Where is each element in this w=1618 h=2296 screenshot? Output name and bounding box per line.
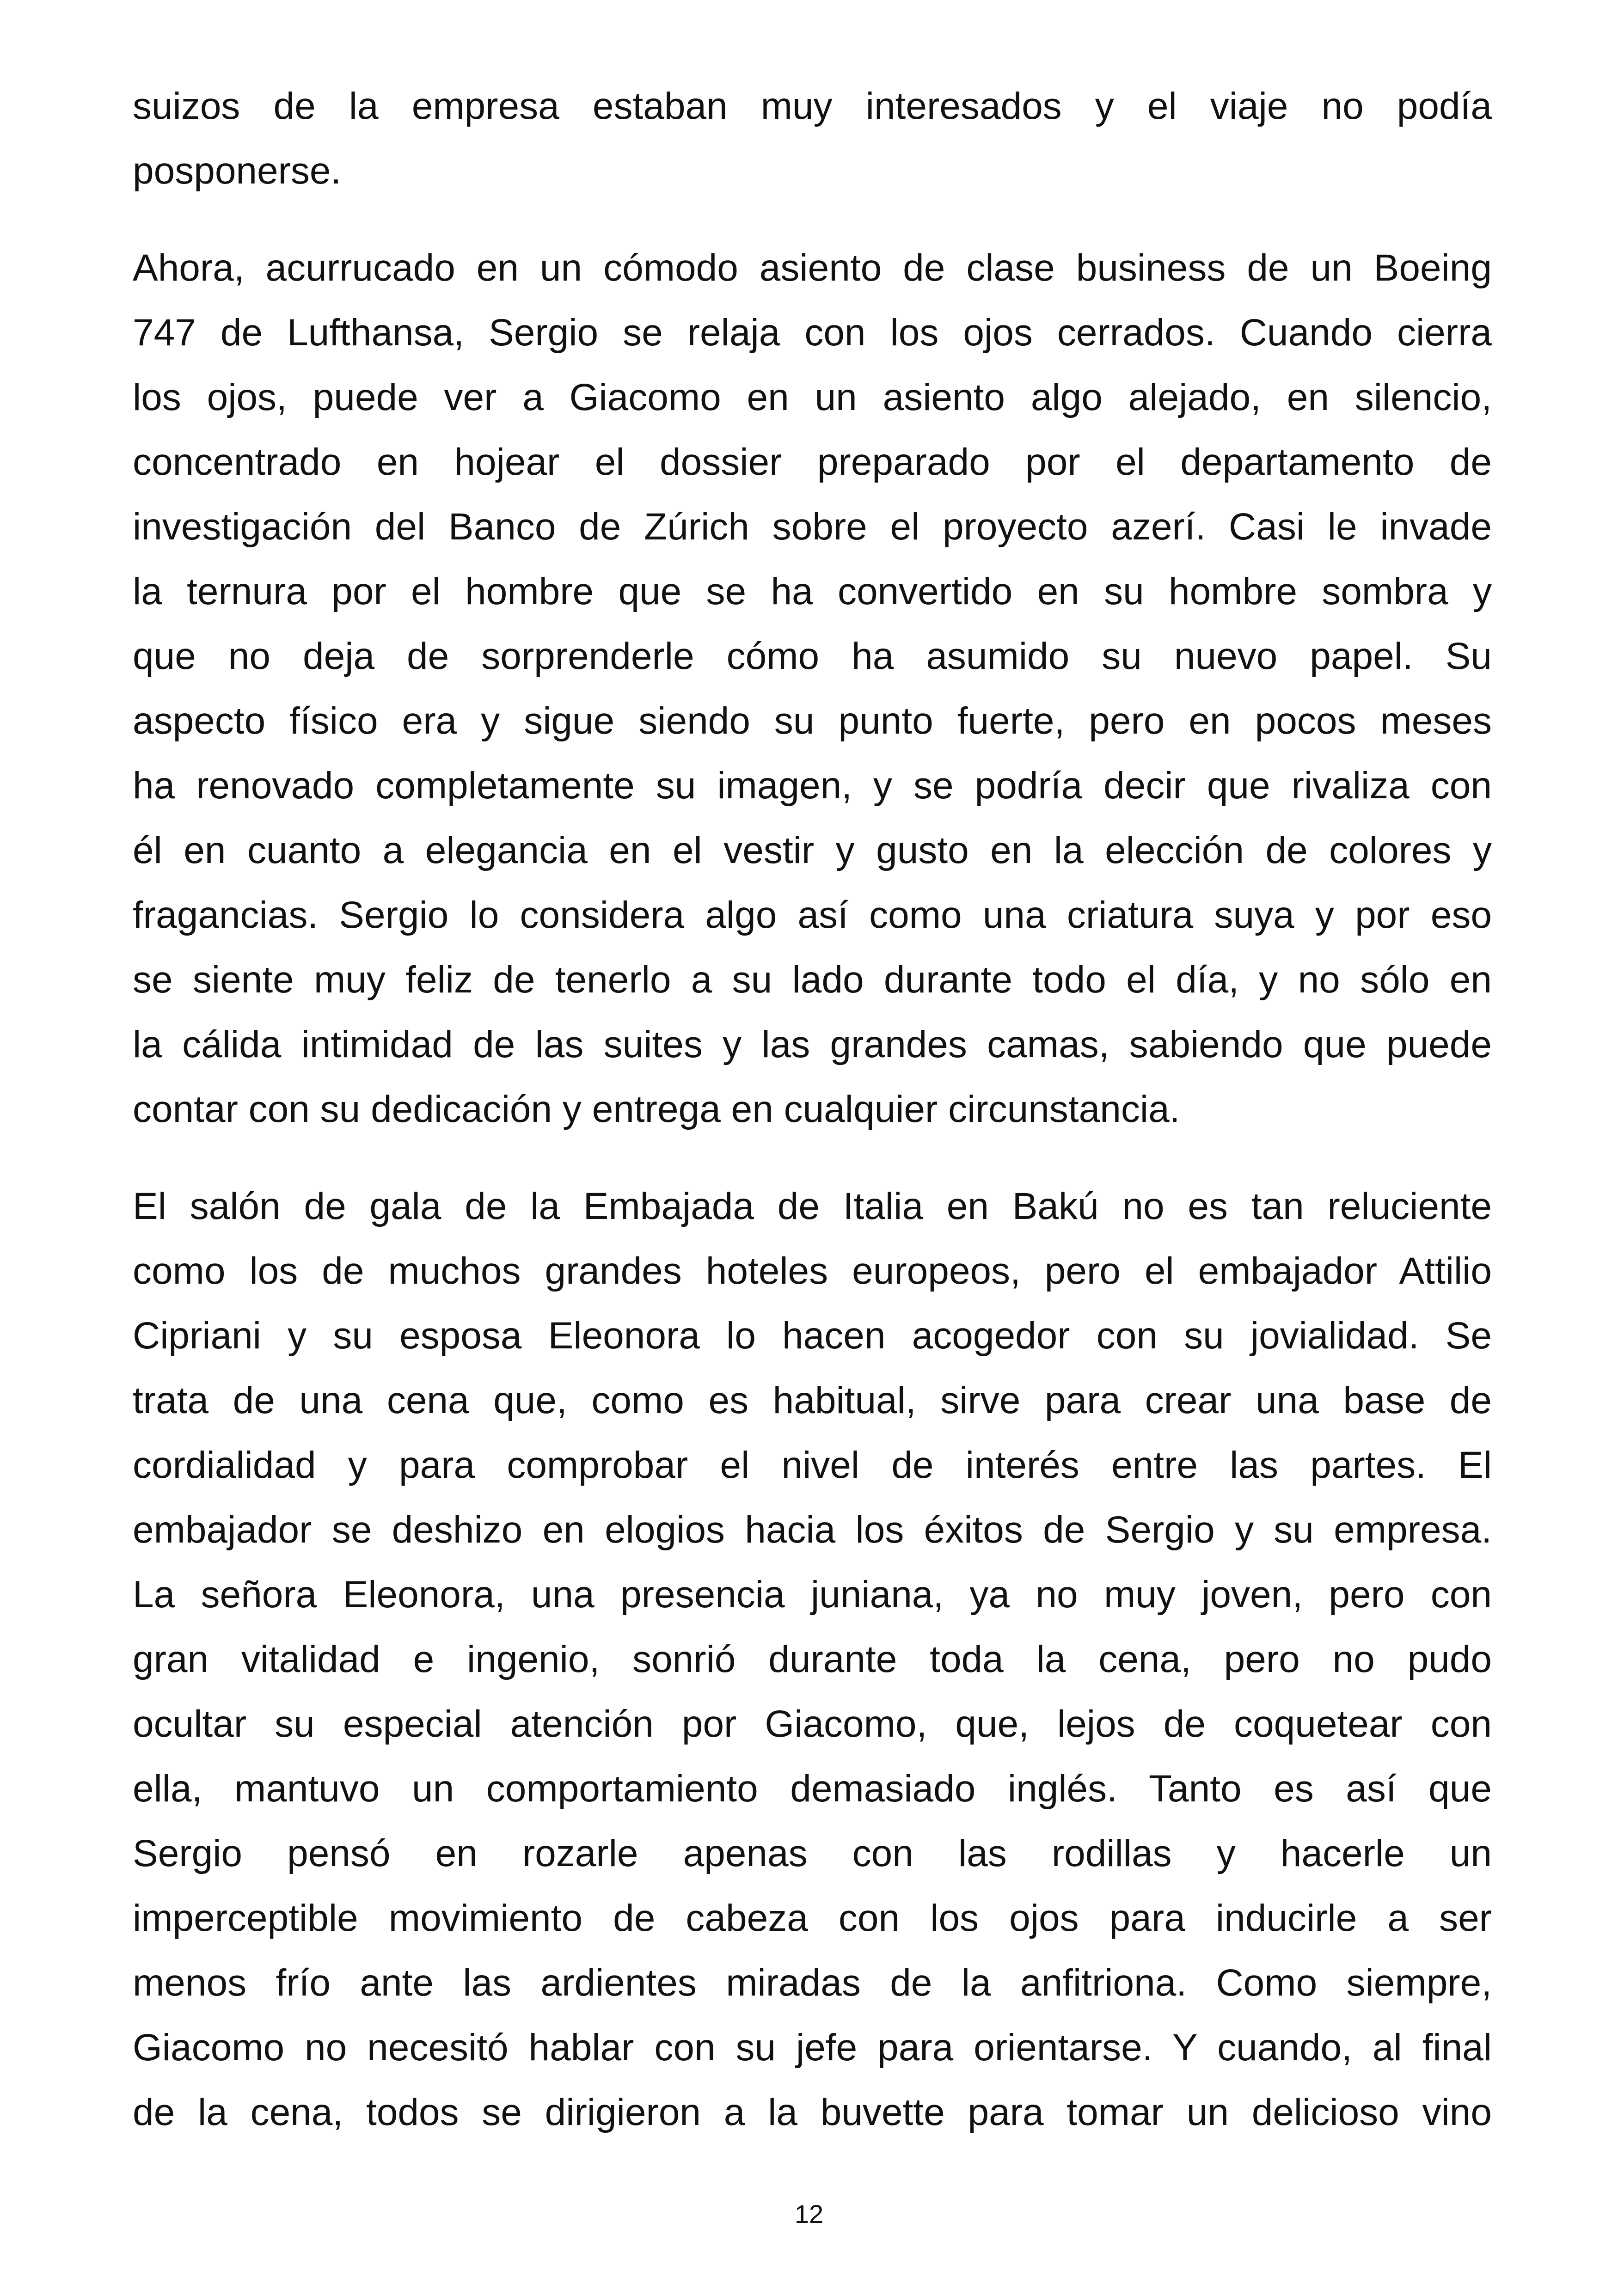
text-line: cordialidad y para comprobar el nivel de interés entre las partes. El: [133, 1444, 1492, 1486]
text-line: que no deja de sorprenderle cómo ha asumido su nuevo papel. Su: [133, 635, 1492, 677]
text-line: gran vitalidad e ingenio, sonrió durante toda la cena, pero no pudo: [133, 1638, 1492, 1680]
text-line: posponerse.: [133, 150, 342, 192]
text-line: la ternura por el hombre que se ha convertido en su hombre sombra y: [133, 570, 1492, 612]
text-line: menos frío ante las ardientes miradas de la anfitriona. Como siempre,: [133, 1962, 1492, 2004]
paragraph-1: [133, 74, 1492, 203]
paragraph-2: [133, 236, 1492, 1142]
text-line: aspecto físico era y sigue siendo su punto fuerte, pero en pocos meses: [133, 700, 1492, 742]
text-line: suizos de la empresa estaban muy interesados y el viaje no podía: [133, 85, 1492, 127]
text-line: La señora Eleonora, una presencia juniana, ya no muy joven, pero con: [133, 1574, 1492, 1616]
text-line: 747 de Lufthansa, Sergio se relaja con los ojos cerrados. Cuando cierra: [133, 312, 1492, 354]
body-text: [133, 74, 1492, 2145]
text-line: ocultar su especial atención por Giacomo, que, lejos de coquetear con: [133, 1703, 1492, 1745]
text-line: como los de muchos grandes hoteles europeos, pero el embajador Attilio: [133, 1250, 1492, 1292]
text-line: imperceptible movimiento de cabeza con los ojos para inducirle a ser: [133, 1897, 1492, 1939]
text-line: de la cena, todos se dirigieron a la buvette para tomar un delicioso vino: [133, 2091, 1492, 2133]
text-line: embajador se deshizo en elogios hacia los éxitos de Sergio y su empresa.: [133, 1509, 1492, 1551]
paragraph-3: [133, 1174, 1492, 2145]
text-line: se siente muy feliz de tenerlo a su lado durante todo el día, y no sólo en: [133, 959, 1492, 1001]
text-line: Ahora, acurrucado en un cómodo asiento de clase business de un Boeing: [133, 247, 1492, 289]
text-line: investigación del Banco de Zúrich sobre el proyecto azerí. Casi le invade: [133, 506, 1492, 548]
text-line: concentrado en hojear el dossier preparado por el departamento de: [133, 441, 1492, 483]
text-line: ella, mantuvo un comportamiento demasiado inglés. Tanto es así que: [133, 1768, 1492, 1810]
text-line: contar con su dedicación y entrega en cualquier circunstancia.: [133, 1088, 1180, 1130]
text-line: Cipriani y su esposa Eleonora lo hacen acogedor con su jovialidad. Se: [133, 1315, 1492, 1357]
text-line: Sergio pensó en rozarle apenas con las rodillas y hacerle un: [133, 1832, 1492, 1874]
text-line: fragancias. Sergio lo considera algo así como una criatura suya y por eso: [133, 894, 1492, 936]
text-line: él en cuanto a elegancia en el vestir y gusto en la elección de colores y: [133, 829, 1492, 871]
text-line: Giacomo no necesitó hablar con su jefe para orientarse. Y cuando, al final: [133, 2027, 1492, 2069]
page-number: 12: [794, 2199, 824, 2229]
text-line: los ojos, puede ver a Giacomo en un asiento algo alejado, en silencio,: [133, 376, 1492, 418]
text-line: ha renovado completamente su imagen, y se podría decir que rivaliza con: [133, 765, 1492, 807]
text-line: la cálida intimidad de las suites y las grandes camas, sabiendo que puede: [133, 1023, 1492, 1065]
text-line: trata de una cena que, como es habitual, sirve para crear una base de: [133, 1379, 1492, 1421]
text-line: El salón de gala de la Embajada de Italia en Bakú no es tan reluciente: [133, 1185, 1492, 1227]
